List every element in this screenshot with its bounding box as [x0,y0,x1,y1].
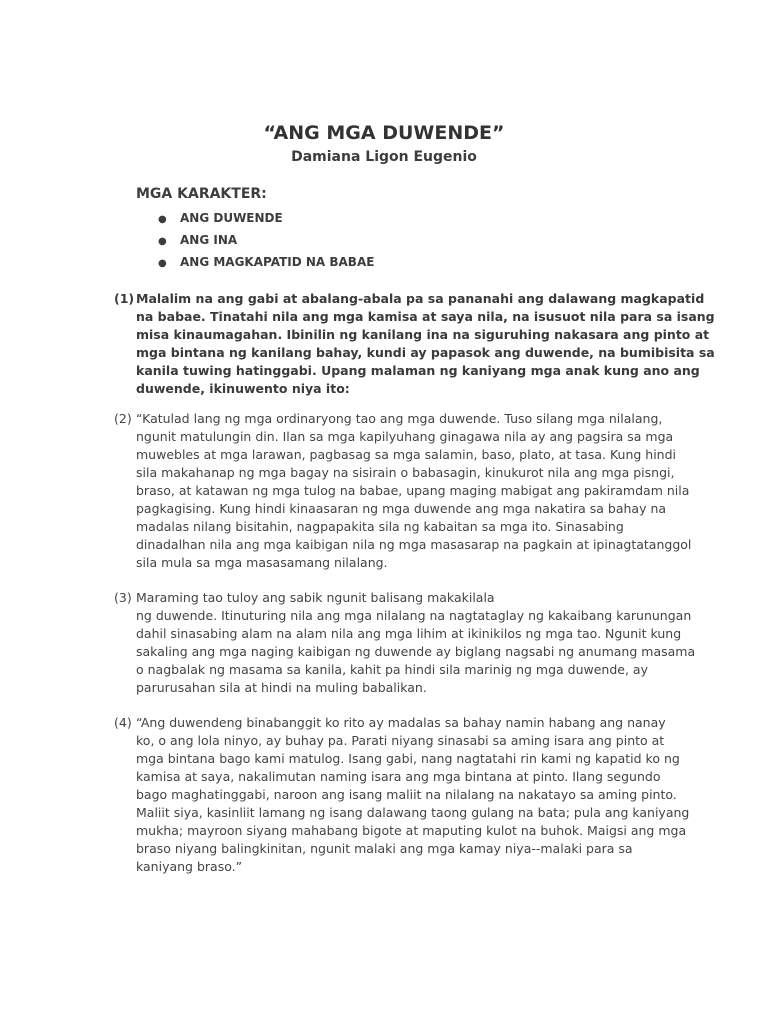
paragraph-line [114,625,694,643]
paragraph-line [114,643,694,661]
paragraph-text: “Katulad lang ng mga ordinaryong tao ang mga duwende. Tuso silang mga nilalang, [136,411,663,426]
paragraph-text: Maraming tao tuloy ang sabik ngunit balisang makakilala [136,590,495,605]
paragraph-text: dinadalhan nila ang mga kaibigan nila ng mga masasarap na pagkain at ipinagtatanggol [136,537,692,552]
paragraph-number: (4) [114,715,132,730]
paragraph-line [114,858,694,876]
paragraph-number: (1) [114,291,135,306]
paragraph-text: Maliit siya, kasinliit lamang ng isang dalawang taong gulang na bata; pula ang kaniyang [136,805,690,820]
paragraph-line [114,500,694,518]
paragraph-text: muwebles at mga larawan, pagbasag sa mga salamin, baso, plato, at tasa. Kung hindi [136,447,677,462]
paragraph-text: bago maghatinggabi, naroon ang isang maliit na nilalang na nakatayo sa aming pinto. [136,787,677,802]
list-item: ● ANG INA [158,230,374,252]
paragraph-line [114,308,715,326]
paragraph-text: ko, o ang lola ninyo, ay buhay pa. Parati niyang sinasabi sa aming isara ang pinto at [136,733,665,748]
paragraph-line [114,446,694,464]
paragraph-line [114,536,694,554]
paragraph-text: na babae. Tinatahi nila ang mga kamisa at saya nila, na isusuot nila para sa isang [136,309,715,324]
paragraph-text: kaniyang braso.” [136,859,243,874]
paragraph-line [114,679,694,697]
bullet-icon: ● [158,214,167,225]
document-author: Damiana Ligon Eugenio [291,149,477,165]
paragraph-text: sila makahanap ng mga bagay na sisirain o babasagin, kinukurot nila ang mga pisngi, [136,465,675,480]
paragraph-line [114,482,694,500]
paragraph-line [114,326,710,344]
paragraph-line [114,290,705,308]
paragraph-text: kanila tuwing hatinggabi. Upang malaman ng kaniyang mga anak kung ano ang [136,363,700,378]
paragraph-text: misa kinaumagahan. Ibinilin ng kanilang ina na siguruhing nakasara ang pinto at [136,327,710,342]
characters-heading: MGA KARAKTER: [136,186,267,202]
paragraph-line [114,410,694,428]
paragraph-line [114,661,694,679]
paragraph-text: braso, at katawan ng mga tulog na babae, upang maging mabigat ang pakiramdam nila [136,483,690,498]
list-item: ● ANG MAGKAPATID NA BABAE [158,252,374,274]
document-title: “ANG MGA DUWENDE” [263,122,505,144]
paragraph-text: ng duwende. Itinuturing nila ang mga nilalang na nagtataglay ng kakaibang karunungan [136,608,692,623]
list-item: ● ANG DUWENDE [158,208,374,230]
paragraph-3 [114,589,694,697]
paragraph-text: “Ang duwendeng binabanggit ko rito ay madalas sa bahay namin habang ang nanay [136,715,666,730]
paragraph-text: pagkagising. Kung hindi kinaasaran ng mga duwende ang mga nakatira sa bahay na [136,501,667,516]
paragraph-text: dahil sinasabing alam na alam nila ang mga lihim at ikinikilos ng mga tao. Ngunit kung [136,626,682,641]
paragraph-line [114,804,694,822]
paragraph-text: madalas nilang bisitahin, nagpapakita sila ng kabaitan sa mga ito. Sinasabing [136,519,624,534]
paragraph-number: (2) [114,411,132,426]
paragraph-line [114,750,694,768]
bullet-icon: ● [158,236,167,247]
paragraph-text: duwende, ikinuwento niya ito: [136,381,350,396]
characters-list [158,208,374,274]
bullet-icon: ● [158,258,167,269]
paragraph-line [114,840,694,858]
paragraph-text: mukha; mayroon siyang mahabang bigote at maputing kulot na buhok. Maigsi ang mga [136,823,687,838]
paragraph-line [114,464,694,482]
paragraph-text: ngunit matulungin din. Ilan sa mga kapilyuhang ginagawa nila ay ang pagsira sa mga [136,429,674,444]
paragraph-line [114,786,694,804]
paragraph-line [114,518,694,536]
paragraph-line [114,362,700,380]
paragraph-text: sakaling ang mga naging kaibigan ng duwende ay biglang nagsabi ng anumang masama [136,644,696,659]
paragraph-text: sila mula sa mga masasamang nilalang. [136,555,388,570]
paragraph-text: kamisa at saya, nakalimutan naming isara ang mga bintana at pinto. Ilang segundo [136,769,661,784]
paragraph-line [114,344,715,362]
paragraph-text: mga bintana ng kanilang bahay, kundi ay papasok ang duwende, na bumibisita sa [136,345,715,360]
paragraph-text: o nagbalak ng masama sa kanila, kahit pa hindi sila marinig ng mga duwende, ay [136,662,648,677]
paragraph-1 [114,290,715,398]
paragraph-line [114,607,694,625]
paragraph-line [114,428,694,446]
paragraph-line [114,822,694,840]
paragraph-text: braso niyang balingkinitan, ngunit malaki ang mga kamay niya--malaki para sa [136,841,633,856]
paragraph-text: Malalim na ang gabi at abalang-abala pa sa pananahi ang dalawang magkapatid [136,291,705,306]
paragraph-line [114,380,694,398]
paragraph-number: (3) [114,590,132,605]
paragraph-text: mga bintana bago kami matulog. Isang gabi, nang nagtatahi rin kami ng kapatid ko ng [136,751,680,766]
paragraph-line [114,714,694,732]
paragraph-2 [114,410,694,572]
paragraph-line [114,768,694,786]
paragraph-4 [114,714,694,876]
paragraph-line [114,554,694,572]
paragraph-text: parurusahan sila at hindi na muling babalikan. [136,680,427,695]
paragraph-line [114,589,694,607]
paragraph-line [114,732,694,750]
